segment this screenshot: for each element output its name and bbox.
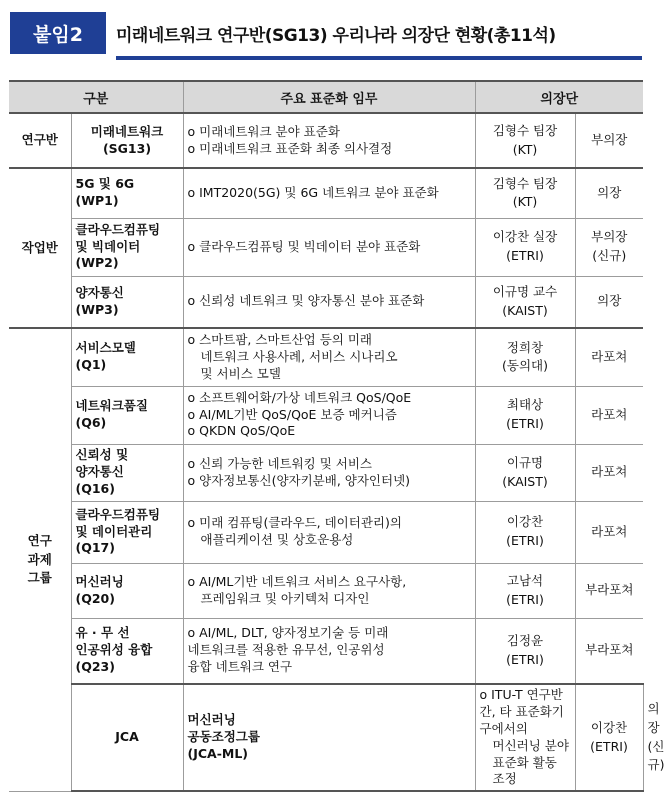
chair-name: 고남석 (ETRI) — [475, 563, 575, 618]
group-name: 네트워크품질 (Q6) — [71, 386, 183, 444]
header — [10, 12, 642, 62]
group-task: o 스마트팜, 스마트산업 등의 미래 네트워크 사용사례, 서비스 시나리오 및 서비스 모델 — [183, 328, 475, 386]
column-header-task: 주요 표준화 임무 — [183, 81, 475, 113]
chair-name: 이강찬 (ETRI) — [475, 501, 575, 563]
group-name: 머신러닝 (Q20) — [71, 563, 183, 618]
chair-name: 김형수 팀장 (KT) — [475, 113, 575, 168]
group-task: o 소프트웨어화/가상 네트워크 QoS/QoE o AI/ML기반 QoS/QoE 보증 메커니즘 o QKDN QoS/QoE — [183, 386, 475, 444]
category-jca: JCA — [71, 684, 183, 791]
group-name: 클라우드컴퓨팅 및 빅데이터 (WP2) — [71, 218, 183, 276]
group-name: 유 · 무 선 인공위성 융합 (Q23) — [71, 618, 183, 684]
table-row — [9, 276, 643, 328]
category-working-party: 작업반 — [9, 168, 71, 328]
table-row — [9, 618, 643, 684]
chair-role: 라포쳐 — [575, 444, 643, 501]
group-task: o 신뢰 가능한 네트워킹 및 서비스 o 양자정보통신(양자키분배, 양자인터넷) — [183, 444, 475, 501]
chair-role: 라포쳐 — [575, 386, 643, 444]
chair-role: 라포쳐 — [575, 328, 643, 386]
table-row — [9, 113, 643, 168]
table-row — [9, 328, 643, 386]
chair-name: 최태상 (ETRI) — [475, 386, 575, 444]
group-task: o 신뢰성 네트워크 및 양자통신 분야 표준화 — [183, 276, 475, 328]
table-row — [9, 501, 643, 563]
table-header-row — [9, 81, 643, 113]
chair-name: 이강찬 (ETRI) — [575, 684, 643, 791]
table-row — [9, 218, 643, 276]
chair-name: 김정윤 (ETRI) — [475, 618, 575, 684]
table-row — [9, 386, 643, 444]
group-task: o 미래네트워크 분야 표준화 o 미래네트워크 표준화 최종 의사결정 — [183, 113, 475, 168]
chair-name: 이강찬 실장 (ETRI) — [475, 218, 575, 276]
chair-name: 이규명 교수 (KAIST) — [475, 276, 575, 328]
group-name: 미래네트워크 (SG13) — [71, 113, 183, 168]
group-name: 머신러닝 공동조정그룹 (JCA-ML) — [183, 684, 475, 791]
chair-name: 정희창 (동의대) — [475, 328, 575, 386]
chair-role: 의장 — [575, 168, 643, 218]
group-name: 신뢰성 및 양자통신 (Q16) — [71, 444, 183, 501]
chair-role: 부라포쳐 — [575, 563, 643, 618]
chair-role: 부라포쳐 — [575, 618, 643, 684]
attachment-tag: 붙임2 — [10, 12, 106, 54]
table-row — [9, 168, 643, 218]
column-header-category: 구분 — [9, 81, 183, 113]
table-row — [9, 444, 643, 501]
chair-status-table — [9, 80, 664, 792]
group-task: o 미래 컴퓨팅(클라우드, 데이터관리)의 애플리케이션 및 상호운용성 — [183, 501, 475, 563]
group-name: 서비스모델 (Q1) — [71, 328, 183, 386]
group-task: o 클라우드컴퓨팅 및 빅데이터 분야 표준화 — [183, 218, 475, 276]
group-name: 양자통신 (WP3) — [71, 276, 183, 328]
group-name: 5G 및 6G (WP1) — [71, 168, 183, 218]
group-task: o AI/ML기반 네트워크 서비스 요구사항, 프레임워크 및 아키텍처 디자인 — [183, 563, 475, 618]
column-header-chair: 의장단 — [475, 81, 643, 113]
group-task: o ITU-T 연구반간, 타 표준화기구에서의 머신러닝 분야 표준화 활동 조정 — [475, 684, 575, 791]
group-task: o AI/ML, DLT, 양자정보기술 등 미래 네트워크를 적용한 유무선, 인공위성 융합 네트워크 연구 — [183, 618, 475, 684]
group-name: 클라우드컴퓨팅 및 데이터관리 (Q17) — [71, 501, 183, 563]
chair-role: 부의장 — [575, 113, 643, 168]
page-title: 미래네트워크 연구반(SG13) 우리나라 의장단 현황(총11석) — [116, 25, 556, 46]
category-question-group: 연구 과제 그룹 — [9, 328, 71, 791]
chair-role: 의장 — [575, 276, 643, 328]
title-underline — [116, 56, 642, 60]
category-study-group: 연구반 — [9, 113, 71, 168]
table-row — [9, 563, 643, 618]
chair-name: 이규명 (KAIST) — [475, 444, 575, 501]
chair-role: 부의장 (신규) — [575, 218, 643, 276]
group-task: o IMT2020(5G) 및 6G 네트워크 분야 표준화 — [183, 168, 475, 218]
table-row: JCA 머신러닝 공동조정그룹 (JCA-ML) o ITU-T 연구반간, 타 표준화기구에서의 머신러닝 분야 표준화 활동 조정 이강찬 (ETRI) 의장 (신규) — [9, 684, 643, 791]
chair-role: 라포쳐 — [575, 501, 643, 563]
chair-name: 김형수 팀장 (KT) — [475, 168, 575, 218]
